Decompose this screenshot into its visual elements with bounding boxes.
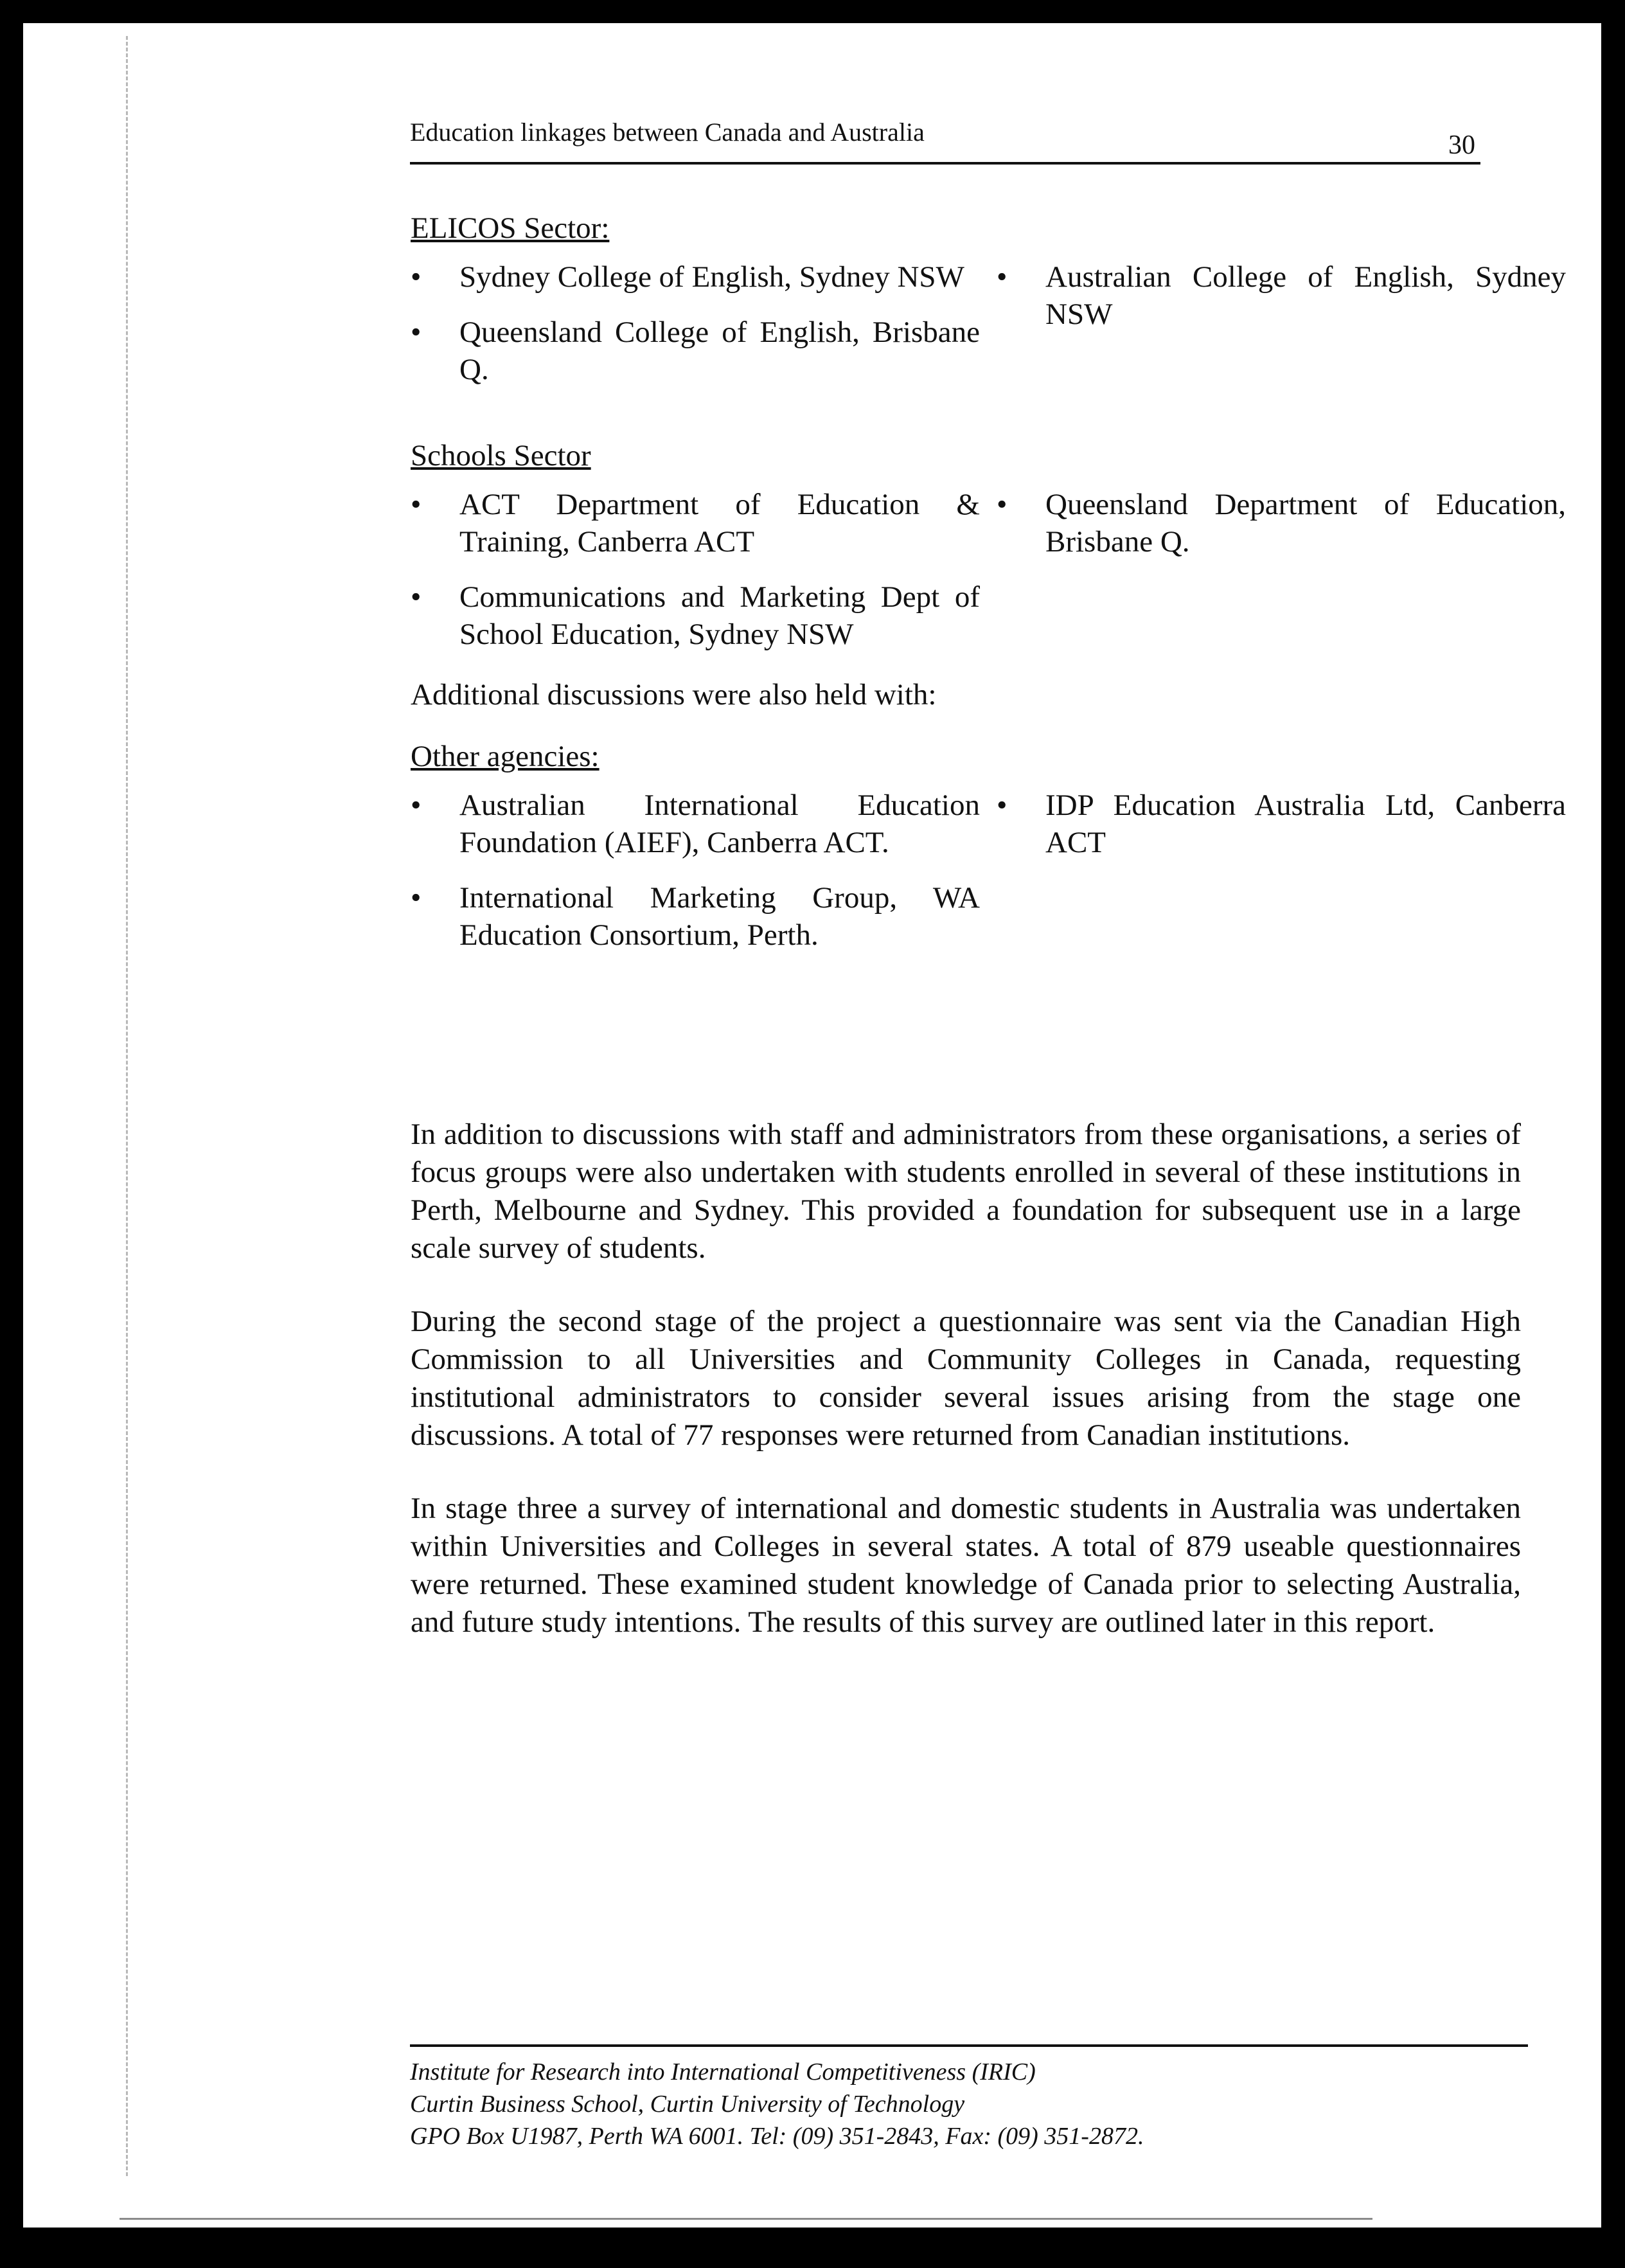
elicos-right-column <box>997 258 1567 406</box>
footer-school: Curtin Business School, Curtin University of Technology <box>410 2091 965 2118</box>
footer-text <box>410 2056 1528 2152</box>
schools-columns <box>411 486 1567 671</box>
list-item-text: Sydney College of English, Sydney NSW <box>459 260 964 294</box>
body-paragraph: In stage three a survey of international and domestic students in Australia was undertaken within Universities and Colleges in several states. A total of 879 useable questionnaires were returned. These examined student knowledge of Canada prior to selecting Australia, and future study intentions. The results of this survey are outlined later in this report. <box>411 1492 1521 1639</box>
scan-bottom-edge <box>120 2218 1372 2220</box>
list-item <box>997 258 1567 333</box>
bullet-icon: • <box>411 789 422 822</box>
page-title: Education linkages between Canada and Australia <box>410 118 925 147</box>
list-item-text: Queensland College of English, Brisbane Q. <box>459 316 980 386</box>
page-number: 30 <box>1448 130 1475 160</box>
list-item <box>411 258 981 296</box>
body-paragraph: In addition to discussions with staff and administrators from these organisations, a series of focus groups were also undertaken with students enrolled in several of these institutions in Perth, Melbourne and Sydney. This provided a foundation for subsequent use in a large scale survey of students. <box>411 1118 1521 1265</box>
other-agencies-title: Other agencies: <box>411 740 599 773</box>
list-item <box>997 486 1567 560</box>
schools-right-column <box>997 486 1567 671</box>
list-item <box>411 314 981 388</box>
body-paragraph: During the second stage of the project a questionnaire was sent via the Canadian High Commission to all Universities and Community Colleges in Canada, requesting institutional administrators to consider several issues arising from the stage one discussions. A total of 77 responses were returned from Canadian institutions. <box>411 1305 1521 1452</box>
list-item-text: Queensland Department of Education, Brisbane Q. <box>1045 488 1566 558</box>
other-agencies-section <box>411 738 1567 972</box>
body-paragraphs <box>411 1116 1521 1677</box>
list-item-text: Australian College of English, Sydney NSW <box>1045 260 1566 331</box>
elicos-section <box>411 210 1567 406</box>
elicos-left-column <box>411 258 981 406</box>
list-item <box>411 879 981 954</box>
header-rule <box>410 162 1480 165</box>
bullet-icon: • <box>411 260 422 294</box>
bullet-icon: • <box>411 580 422 614</box>
other-left-column <box>411 787 981 972</box>
bullet-icon: • <box>411 316 422 349</box>
list-item-text: ACT Department of Education & Training, Canberra ACT <box>459 488 980 558</box>
list-item <box>411 787 981 861</box>
page-header <box>387 103 1479 167</box>
bullet-icon: • <box>997 260 1008 294</box>
scan-left-edge <box>126 36 128 2176</box>
content-area <box>411 210 1567 1003</box>
schools-left-column <box>411 486 981 671</box>
bullet-icon: • <box>411 488 422 521</box>
list-item <box>411 486 981 560</box>
footer-institute: Institute for Research into International Competitiveness (IRIC) <box>410 2058 1036 2085</box>
list-item-text: Communications and Marketing Dept of School Education, Sydney NSW <box>459 580 980 651</box>
list-item-text: IDP Education Australia Ltd, Canberra ACT <box>1045 789 1566 859</box>
bullet-icon: • <box>997 789 1008 822</box>
other-right-column <box>997 787 1567 972</box>
list-item-text: International Marketing Group, WA Education Consortium, Perth. <box>459 881 980 952</box>
other-agencies-columns <box>411 787 1567 972</box>
bullet-icon: • <box>411 881 422 915</box>
footer-rule <box>410 2044 1528 2047</box>
list-item-text: Australian International Education Foundation (AIEF), Canberra ACT. <box>459 789 980 859</box>
bullet-icon: • <box>997 488 1008 521</box>
list-item <box>997 787 1567 861</box>
elicos-title: ELICOS Sector: <box>411 211 610 245</box>
list-item <box>411 578 981 653</box>
schools-section <box>411 437 1567 671</box>
document-page <box>23 23 1601 2228</box>
additional-discussions-text: Additional discussions were also held with: <box>411 678 937 711</box>
footer-address: GPO Box U1987, Perth WA 6001. Tel: (09) 351-2843, Fax: (09) 351-2872. <box>410 2123 1144 2150</box>
elicos-columns <box>411 258 1567 406</box>
schools-title: Schools Sector <box>411 439 591 472</box>
